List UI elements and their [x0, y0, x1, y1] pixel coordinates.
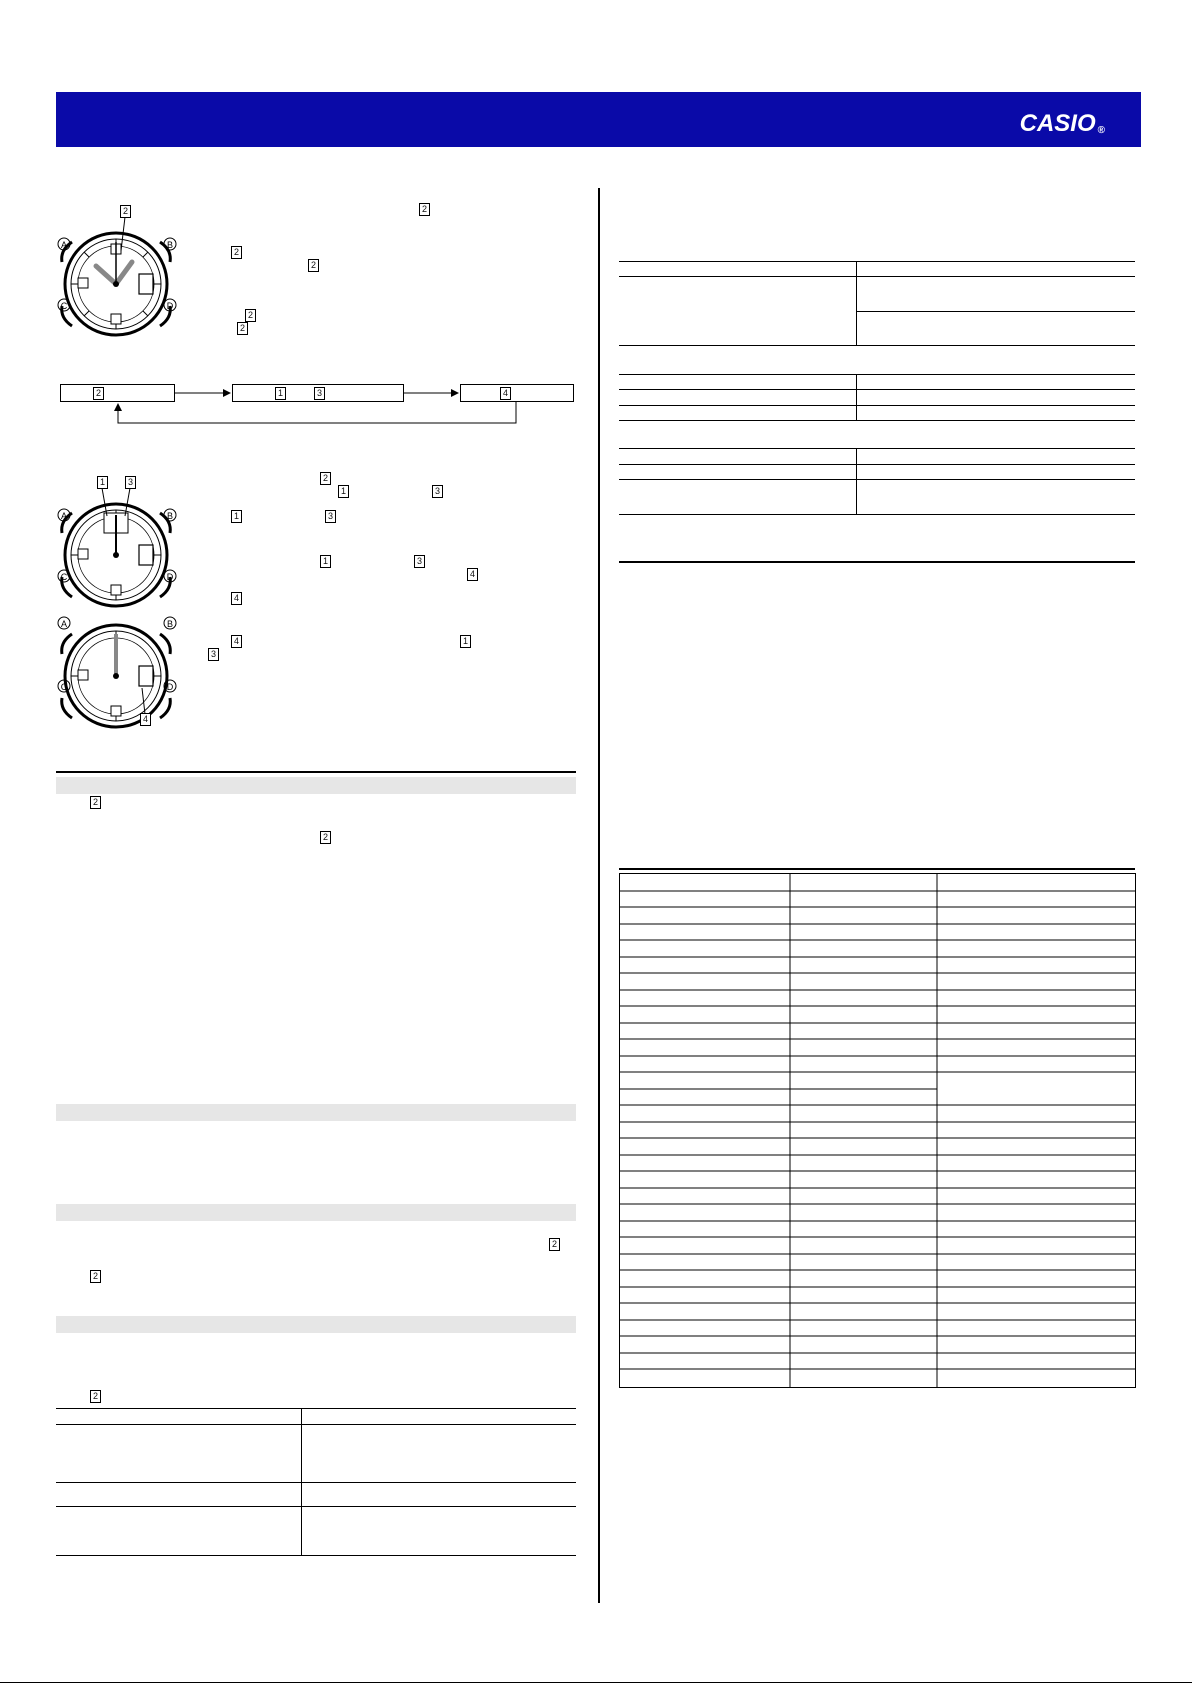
- section-heading-bar: [56, 777, 576, 794]
- table-column-rule: [301, 1408, 302, 1555]
- flow-marker-2: 2: [93, 387, 104, 400]
- section-heading-bar: [56, 1204, 576, 1221]
- svg-text:C: C: [60, 682, 68, 692]
- svg-text:C: C: [60, 301, 68, 311]
- crown-a-label: [57, 508, 71, 522]
- page-bottom-rule: [0, 1682, 1192, 1683]
- marker-1-inline: 1: [231, 510, 242, 523]
- table-rule: [619, 261, 1135, 262]
- section-rule: [619, 561, 1135, 563]
- casio-logo: [1020, 112, 1105, 136]
- marker-2-inline: 2: [90, 1390, 101, 1403]
- table-rule: [56, 1506, 576, 1507]
- marker-1-inline: 1: [338, 485, 349, 498]
- crown-c-label: [57, 298, 71, 312]
- svg-text:D: D: [166, 572, 174, 582]
- flow-marker-3: 3: [314, 387, 325, 400]
- marker-2-inline: 2: [549, 1238, 560, 1251]
- brand-name: CASIO: [1019, 110, 1096, 137]
- marker-3-inline: 3: [325, 510, 336, 523]
- marker-leader-line: [118, 217, 132, 251]
- city-grid-table: [619, 873, 1136, 1389]
- svg-text:A: A: [60, 511, 68, 521]
- svg-text:B: B: [166, 240, 174, 250]
- marker-2-inline: 2: [320, 831, 331, 844]
- table-rule: [619, 345, 1135, 346]
- crown-a-label: [57, 616, 71, 630]
- table-rule: [619, 464, 1135, 465]
- watch-illustration-3: [54, 614, 178, 738]
- flow-marker-4: 4: [500, 387, 511, 400]
- marker-1-inline: 1: [460, 635, 471, 648]
- table-rule: [56, 1482, 576, 1483]
- marker-2-inline: 2: [237, 322, 248, 335]
- svg-text:D: D: [166, 682, 174, 692]
- crown-c-label: [57, 569, 71, 583]
- table-rule: [56, 1424, 576, 1425]
- marker-2-inline: 2: [320, 472, 331, 485]
- marker-4-inline: 4: [231, 592, 242, 605]
- marker-4-inline: 4: [231, 635, 242, 648]
- marker-2-inline: 2: [308, 259, 319, 272]
- marker-4-box: 4: [140, 713, 151, 726]
- flow-arrows: [110, 380, 580, 430]
- table-rule: [619, 448, 1135, 449]
- table-rule: [619, 405, 1135, 406]
- svg-text:B: B: [166, 511, 174, 521]
- crown-b-label: [163, 237, 177, 251]
- table-rule: [56, 1555, 576, 1556]
- section-heading-bar: [56, 1316, 576, 1333]
- svg-text:A: A: [60, 240, 68, 250]
- marker-2-inline: 2: [245, 309, 256, 322]
- marker-3-inline: 3: [432, 485, 443, 498]
- table-rule: [619, 514, 1135, 515]
- table-column-rule: [856, 448, 857, 514]
- table-rule: [619, 389, 1135, 390]
- table-rule: [619, 420, 1135, 421]
- table-column-rule: [856, 374, 857, 420]
- marker-1-inline: 1: [320, 555, 331, 568]
- header-bar: [56, 92, 1141, 147]
- marker-3-inline: 3: [414, 555, 425, 568]
- section-heading-bar: [56, 1104, 576, 1121]
- marker-2-inline: 2: [90, 1270, 101, 1283]
- marker-leader-lines: [97, 488, 137, 518]
- marker-3-box: 3: [125, 476, 136, 489]
- table-rule: [619, 374, 1135, 375]
- table-rule: [619, 276, 1135, 277]
- marker-1-box: 1: [97, 476, 108, 489]
- crown-d-label: [163, 298, 177, 312]
- marker-2-inline: 2: [231, 246, 242, 259]
- column-divider: [598, 188, 600, 1603]
- table-rule: [857, 311, 1135, 312]
- table-rule: [56, 1408, 576, 1409]
- registered-mark: ®: [1097, 125, 1105, 136]
- svg-text:C: C: [60, 572, 68, 582]
- marker-2-inline: 2: [419, 203, 430, 216]
- crown-c-label: [57, 679, 71, 693]
- marker-2-box: 2: [120, 205, 131, 218]
- flow-marker-1: 1: [275, 387, 286, 400]
- svg-text:A: A: [60, 619, 68, 629]
- crown-d-label: [163, 569, 177, 583]
- crown-b-label: [163, 616, 177, 630]
- table-column-rule: [856, 261, 857, 345]
- table-rule-top: [619, 868, 1135, 870]
- marker-4-inline: 4: [467, 568, 478, 581]
- svg-text:B: B: [166, 619, 174, 629]
- crown-d-label: [163, 679, 177, 693]
- crown-a-label: [57, 237, 71, 251]
- table-rule: [619, 479, 1135, 480]
- watch-illustration-1: [54, 222, 178, 346]
- marker-2-inline: 2: [90, 796, 101, 809]
- crown-b-label: [163, 508, 177, 522]
- svg-text:D: D: [166, 301, 174, 311]
- section-rule: [56, 771, 576, 773]
- marker-leader-line: [140, 688, 160, 714]
- marker-3-inline: 3: [208, 648, 219, 661]
